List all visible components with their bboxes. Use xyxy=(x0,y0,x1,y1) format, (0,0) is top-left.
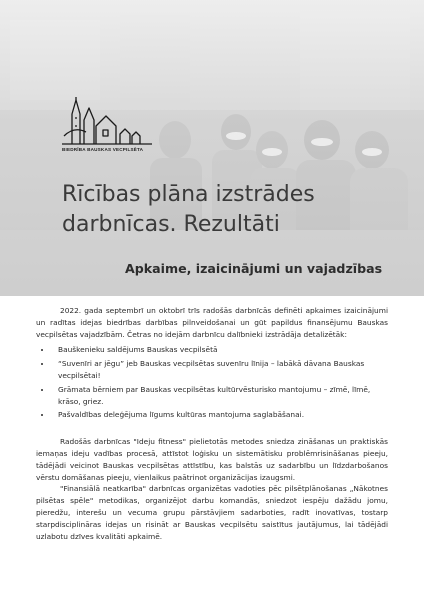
organization-logo xyxy=(62,96,154,158)
document-body xyxy=(36,305,388,542)
list-item: • Grāmata bērniem par Bauskas vecpilsētas kultūrvēsturisko mantojumu – zīmē, līmē, krāso, griez. xyxy=(52,384,388,408)
spacer xyxy=(36,423,388,436)
list-item: • “Suvenīri ar jēgu” jeb Bauskas vecpilsētas suvenīru līnija – labākā dāvana Bauskas vecpilsētai! xyxy=(52,358,388,382)
logo-text: BIEDRĪBA BAUSKAS VECPILSĒTA xyxy=(62,147,144,152)
ideas-list xyxy=(36,344,388,421)
town-skyline-icon xyxy=(62,96,154,146)
ideas-fitness-paragraph: Radošās darbnīcas "Ideju fitness" pielietotās metodes sniedza zināšanas un praktiskās iemaņas ideju vadības procesā, attīstot loģisku un sistemātisku problēmrisināšanas pieeju, tādējādi veicinot Bauskas vecpilsētas attīstību, kas balstās uz sadarbību un līdzdarbošanos vērstu domāšanas pieeju, vienlaikus paātrinot organizācijas izaugsmi. xyxy=(36,437,388,482)
list-item: • Pašvaldības deleģējuma līgums kultūras mantojuma saglabāšanai. xyxy=(52,409,388,421)
list-item: • Bauškenieku saldējums Bauskas vecpilsētā xyxy=(52,344,388,356)
hero-photo xyxy=(0,0,424,296)
intro-paragraph: 2022. gada septembrī un oktobrī trīs radošās darbnīcās definēti apkaimes izaicinājumi un radītas idejas biedrības darbības pilnveidošanai un gūt papildus finansējumu Bauskas vecpilsētas vajadzībām. Četras no idejām darbnīcu dalībnieki izstrādāja detalizētāk: xyxy=(36,306,388,339)
financial-independence-paragraph: "Finansiālā neatkarība" darbnīcas organizētas vadoties pēc pilsētplānošanas „Nākotnes pilsētas spēle" metodikas, organizējot darbu komandās, sniedzot iespēju dažādu jomu, pieredžu, interešu un vecuma grupu pārstāvjiem sadarboties, radīt inovatīvas, tostarp starpdisciplināras idejas un risināt ar Bauskas vecpilsētu saistītus jautājumus, lai tādējādi uzlabotu dzīves kvalitāti apkaimē. xyxy=(36,484,388,541)
page-title: Rīcības plāna izstrādes darbnīcas. Rezultāti xyxy=(62,182,315,237)
page-subtitle: Apkaime, izaicinājumi un vajadzības xyxy=(125,261,383,276)
